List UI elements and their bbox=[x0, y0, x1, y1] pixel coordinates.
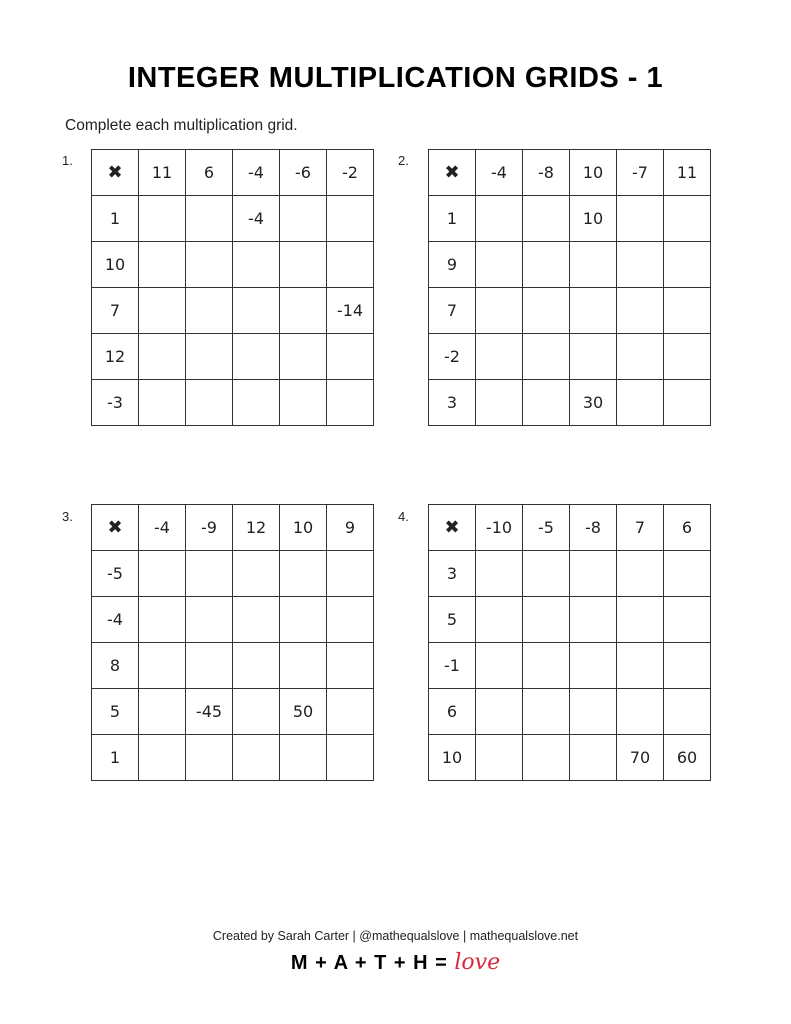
multiply-icon: ✖ bbox=[92, 150, 139, 196]
grid-row-label: 1 bbox=[429, 196, 476, 242]
grid-row bbox=[429, 689, 711, 735]
multiply-icon: ✖ bbox=[429, 505, 476, 551]
grid-answer-cell[interactable] bbox=[523, 196, 570, 242]
grid-answer-cell[interactable] bbox=[280, 735, 327, 781]
grid-header-cell: -7 bbox=[617, 150, 664, 196]
grid-answer-cell[interactable] bbox=[570, 597, 617, 643]
grid-answer-cell[interactable] bbox=[233, 551, 280, 597]
grid-answer-cell[interactable] bbox=[664, 597, 711, 643]
grid-header-row bbox=[429, 505, 711, 551]
grid-row-label: 8 bbox=[92, 643, 139, 689]
grid-answer-cell[interactable] bbox=[617, 551, 664, 597]
grid-header-cell: 6 bbox=[186, 150, 233, 196]
instructions: Complete each multiplication grid. bbox=[65, 117, 298, 134]
grid-row-label: 7 bbox=[429, 288, 476, 334]
grid-answer-cell[interactable] bbox=[617, 196, 664, 242]
grid-answer-cell[interactable] bbox=[139, 380, 186, 426]
grid-header-cell: 12 bbox=[233, 505, 280, 551]
multiply-icon: ✖ bbox=[92, 505, 139, 551]
grid-header-cell: 9 bbox=[327, 505, 374, 551]
grid-row-label: 3 bbox=[429, 380, 476, 426]
grid-answer-cell[interactable] bbox=[664, 334, 711, 380]
grid-row-label: 5 bbox=[92, 689, 139, 735]
grid-row bbox=[92, 334, 374, 380]
grid-answer-cell[interactable] bbox=[186, 735, 233, 781]
grid-answer-cell[interactable] bbox=[664, 380, 711, 426]
grid-answer-cell[interactable]: -14 bbox=[327, 288, 374, 334]
grid-answer-cell[interactable] bbox=[139, 597, 186, 643]
grid-answer-cell[interactable] bbox=[523, 689, 570, 735]
grid-answer-cell[interactable] bbox=[139, 334, 186, 380]
grid-answer-cell[interactable] bbox=[186, 242, 233, 288]
grid-answer-cell[interactable] bbox=[186, 334, 233, 380]
logo-love: love bbox=[454, 950, 501, 975]
grid-answer-cell[interactable]: 50 bbox=[280, 689, 327, 735]
grid-answer-cell[interactable] bbox=[476, 643, 523, 689]
multiplication-grid bbox=[428, 149, 711, 426]
grid-answer-cell[interactable] bbox=[523, 551, 570, 597]
grid-header-cell: -6 bbox=[280, 150, 327, 196]
grid-answer-cell[interactable] bbox=[476, 334, 523, 380]
grid-answer-cell[interactable] bbox=[523, 380, 570, 426]
grid-answer-cell[interactable] bbox=[476, 689, 523, 735]
grid-answer-cell[interactable] bbox=[233, 288, 280, 334]
grid-answer-cell[interactable] bbox=[233, 334, 280, 380]
grid-answer-cell[interactable] bbox=[327, 380, 374, 426]
grid-row-label: 9 bbox=[429, 242, 476, 288]
grid-answer-cell[interactable] bbox=[327, 689, 374, 735]
grid-answer-cell[interactable] bbox=[476, 196, 523, 242]
grid-header-cell: 10 bbox=[280, 505, 327, 551]
grid-answer-cell[interactable] bbox=[476, 551, 523, 597]
grid-answer-cell[interactable] bbox=[139, 735, 186, 781]
grid-answer-cell[interactable] bbox=[186, 643, 233, 689]
grid-row-label: 12 bbox=[92, 334, 139, 380]
grid-answer-cell[interactable] bbox=[139, 551, 186, 597]
grid-header-cell: -4 bbox=[476, 150, 523, 196]
grid-answer-cell[interactable] bbox=[476, 380, 523, 426]
grid-answer-cell[interactable] bbox=[186, 597, 233, 643]
footer-credit: Created by Sarah Carter | @mathequalslove | mathequalslove.net bbox=[212, 929, 579, 943]
grid-header-cell: 11 bbox=[139, 150, 186, 196]
grid-answer-cell[interactable] bbox=[186, 196, 233, 242]
grid-answer-cell[interactable] bbox=[280, 380, 327, 426]
grid-answer-cell[interactable] bbox=[186, 551, 233, 597]
grid-row bbox=[92, 380, 374, 426]
grid-answer-cell[interactable] bbox=[523, 643, 570, 689]
grid-header-cell: -5 bbox=[523, 505, 570, 551]
grid-header-cell: -4 bbox=[139, 505, 186, 551]
grid-answer-cell[interactable] bbox=[233, 242, 280, 288]
grid-row-label: -5 bbox=[92, 551, 139, 597]
grid-answer-cell[interactable] bbox=[233, 597, 280, 643]
grid-number: 2. bbox=[398, 153, 409, 168]
multiplication-grid bbox=[91, 504, 374, 781]
grid-row bbox=[429, 643, 711, 689]
grid-row bbox=[92, 689, 374, 735]
grid-answer-cell[interactable] bbox=[327, 735, 374, 781]
grid-answer-cell[interactable] bbox=[476, 735, 523, 781]
grid-answer-cell[interactable] bbox=[327, 643, 374, 689]
grid-row bbox=[429, 735, 711, 781]
grid-header-cell: 11 bbox=[664, 150, 711, 196]
grid-row bbox=[92, 196, 374, 242]
logo-letters: M + A + T + H = bbox=[290, 952, 448, 974]
grid-answer-cell[interactable] bbox=[617, 643, 664, 689]
grid-answer-cell[interactable] bbox=[327, 242, 374, 288]
grid-row bbox=[92, 735, 374, 781]
grid-answer-cell[interactable] bbox=[280, 288, 327, 334]
grid-row-label: 3 bbox=[429, 551, 476, 597]
grid-answer-cell[interactable] bbox=[570, 551, 617, 597]
grid-answer-cell[interactable] bbox=[280, 597, 327, 643]
grid-answer-cell[interactable]: -4 bbox=[233, 196, 280, 242]
grid-answer-cell[interactable] bbox=[617, 597, 664, 643]
grid-number: 3. bbox=[62, 509, 73, 524]
grid-answer-cell[interactable] bbox=[570, 735, 617, 781]
grid-answer-cell[interactable] bbox=[617, 380, 664, 426]
grid-answer-cell[interactable] bbox=[664, 551, 711, 597]
grid-header-cell: -9 bbox=[186, 505, 233, 551]
grid-answer-cell[interactable]: 70 bbox=[617, 735, 664, 781]
grid-row bbox=[92, 551, 374, 597]
grid-row-label: 10 bbox=[429, 735, 476, 781]
grid-answer-cell[interactable] bbox=[523, 334, 570, 380]
grid-answer-cell[interactable] bbox=[570, 334, 617, 380]
grid-header-cell: -10 bbox=[476, 505, 523, 551]
grid-row bbox=[92, 597, 374, 643]
grid-answer-cell[interactable] bbox=[570, 689, 617, 735]
grid-answer-cell[interactable] bbox=[280, 242, 327, 288]
multiplication-grid bbox=[428, 504, 711, 781]
grid-header-cell: 7 bbox=[617, 505, 664, 551]
grid-answer-cell[interactable] bbox=[570, 288, 617, 334]
grid-answer-cell[interactable]: 60 bbox=[664, 735, 711, 781]
grid-answer-cell[interactable] bbox=[523, 735, 570, 781]
grid-row bbox=[92, 288, 374, 334]
grid-number: 1. bbox=[62, 153, 73, 168]
grid-row bbox=[429, 242, 711, 288]
grid-answer-cell[interactable] bbox=[664, 288, 711, 334]
grid-header-cell: -8 bbox=[523, 150, 570, 196]
grid-row bbox=[429, 288, 711, 334]
grid-row bbox=[429, 334, 711, 380]
multiplication-grid bbox=[91, 149, 374, 426]
grid-answer-cell[interactable] bbox=[617, 288, 664, 334]
grid-row-label: 5 bbox=[429, 597, 476, 643]
grid-row bbox=[429, 380, 711, 426]
grid-row-label: 1 bbox=[92, 196, 139, 242]
grid-answer-cell[interactable] bbox=[664, 242, 711, 288]
grid-row bbox=[429, 196, 711, 242]
grid-header-cell: -2 bbox=[327, 150, 374, 196]
grid-answer-cell[interactable] bbox=[233, 643, 280, 689]
grid-answer-cell[interactable] bbox=[327, 334, 374, 380]
grid-answer-cell[interactable] bbox=[327, 551, 374, 597]
grid-header-cell: 6 bbox=[664, 505, 711, 551]
grid-row-label: 6 bbox=[429, 689, 476, 735]
grid-answer-cell[interactable] bbox=[523, 242, 570, 288]
grid-answer-cell[interactable] bbox=[570, 643, 617, 689]
grid-row bbox=[429, 597, 711, 643]
grid-row-label: 7 bbox=[92, 288, 139, 334]
grid-answer-cell[interactable] bbox=[617, 689, 664, 735]
grid-header-row bbox=[92, 505, 374, 551]
grid-answer-cell[interactable] bbox=[233, 689, 280, 735]
grid-answer-cell[interactable] bbox=[664, 643, 711, 689]
grid-answer-cell[interactable] bbox=[186, 288, 233, 334]
page-title: INTEGER MULTIPLICATION GRIDS - 1 bbox=[127, 62, 664, 94]
grid-answer-cell[interactable] bbox=[280, 196, 327, 242]
grid-answer-cell[interactable] bbox=[186, 380, 233, 426]
grid-row-label: 1 bbox=[92, 735, 139, 781]
grid-row-label: -4 bbox=[92, 597, 139, 643]
grid-header-row bbox=[429, 150, 711, 196]
grid-answer-cell[interactable]: -45 bbox=[186, 689, 233, 735]
grid-answer-cell[interactable] bbox=[139, 242, 186, 288]
grid-header-cell: -8 bbox=[570, 505, 617, 551]
grid-answer-cell[interactable] bbox=[476, 242, 523, 288]
grid-row bbox=[92, 643, 374, 689]
grid-row-label: 10 bbox=[92, 242, 139, 288]
grid-answer-cell[interactable] bbox=[280, 643, 327, 689]
grid-row bbox=[92, 242, 374, 288]
grid-answer-cell[interactable] bbox=[476, 288, 523, 334]
grid-answer-cell[interactable] bbox=[139, 196, 186, 242]
grid-answer-cell[interactable] bbox=[664, 689, 711, 735]
grid-header-row bbox=[92, 150, 374, 196]
grid-answer-cell[interactable] bbox=[139, 643, 186, 689]
grid-row-label: -3 bbox=[92, 380, 139, 426]
footer-logo bbox=[0, 950, 791, 975]
grid-answer-cell[interactable]: 10 bbox=[570, 196, 617, 242]
grid-answer-cell[interactable] bbox=[280, 551, 327, 597]
grid-answer-cell[interactable] bbox=[523, 597, 570, 643]
grid-answer-cell[interactable] bbox=[139, 288, 186, 334]
grid-row-label: -2 bbox=[429, 334, 476, 380]
grid-answer-cell[interactable] bbox=[523, 288, 570, 334]
grid-answer-cell[interactable] bbox=[664, 196, 711, 242]
grid-header-cell: -4 bbox=[233, 150, 280, 196]
grid-answer-cell[interactable] bbox=[617, 334, 664, 380]
grid-header-cell: 10 bbox=[570, 150, 617, 196]
grid-row bbox=[429, 551, 711, 597]
grid-answer-cell[interactable]: 30 bbox=[570, 380, 617, 426]
grid-answer-cell[interactable] bbox=[476, 597, 523, 643]
grid-answer-cell[interactable] bbox=[280, 334, 327, 380]
grid-answer-cell[interactable] bbox=[327, 597, 374, 643]
grid-number: 4. bbox=[398, 509, 409, 524]
grid-answer-cell[interactable] bbox=[139, 689, 186, 735]
grid-answer-cell[interactable] bbox=[233, 735, 280, 781]
grid-answer-cell[interactable] bbox=[570, 242, 617, 288]
grid-row-label: -1 bbox=[429, 643, 476, 689]
multiply-icon: ✖ bbox=[429, 150, 476, 196]
grid-answer-cell[interactable] bbox=[233, 380, 280, 426]
grid-answer-cell[interactable] bbox=[327, 196, 374, 242]
grid-answer-cell[interactable] bbox=[617, 242, 664, 288]
